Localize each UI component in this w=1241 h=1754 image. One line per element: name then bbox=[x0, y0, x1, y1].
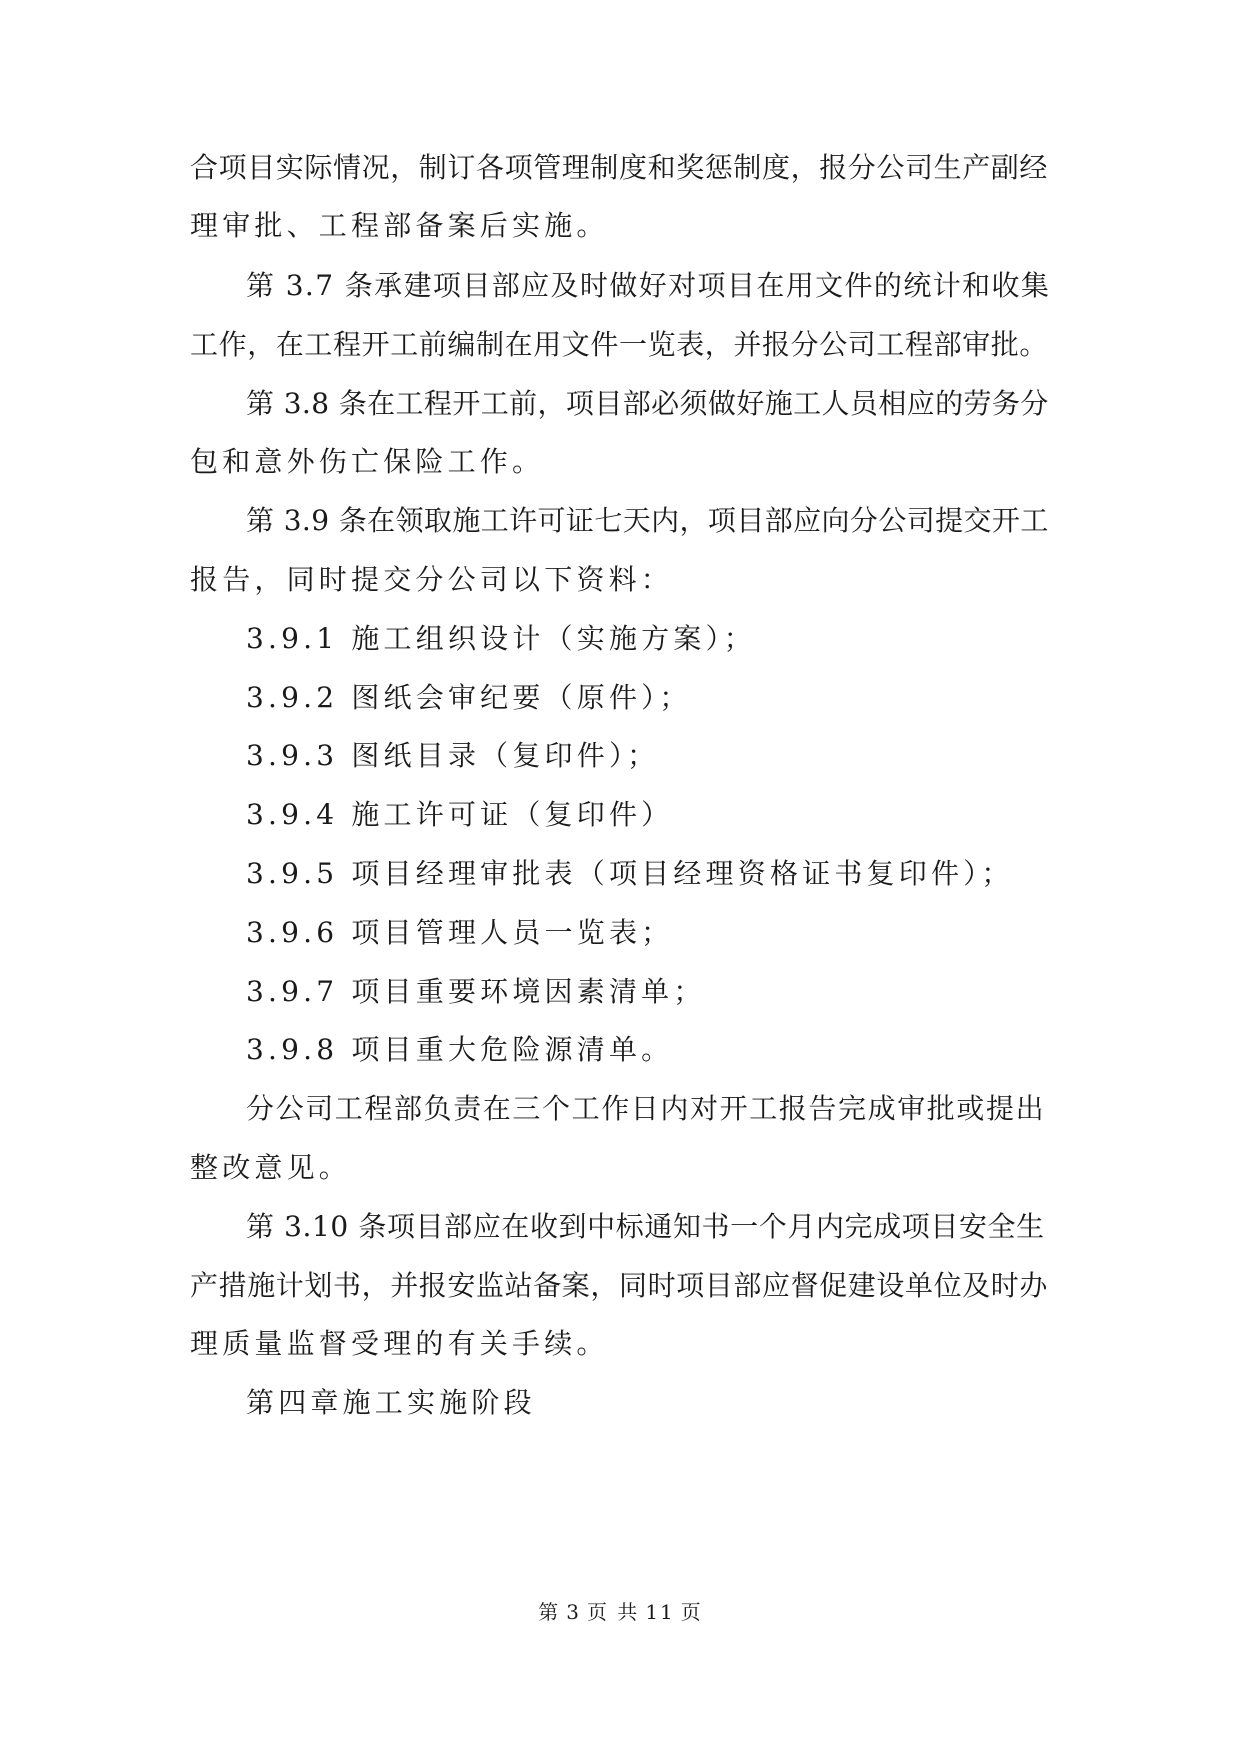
paragraph-line: 第 3.9 条在领取施工许可证七天内，项目部应向分公司提交开工 bbox=[246, 504, 1049, 537]
chapter-heading: 第四章施工实施阶段 bbox=[246, 1386, 536, 1419]
list-item: 3.9.2 图纸会审纪要（原件）； bbox=[246, 681, 692, 714]
paragraph-line: 第 3.8 条在工程开工前，项目部必须做好施工人员相应的劳务分 bbox=[246, 387, 1049, 420]
paragraph-line: 产措施计划书，并报安监站备案，同时项目部应督促建设单位及时办 bbox=[190, 1269, 1049, 1302]
paragraph-line: 理审批、工程部备案后实施。 bbox=[190, 209, 609, 242]
paragraph-line: 报告，同时提交分公司以下资料： bbox=[190, 563, 674, 596]
paragraph-line: 理质量监督受理的有关手续。 bbox=[190, 1327, 609, 1360]
list-item: 3.9.6 项目管理人员一览表； bbox=[246, 916, 674, 949]
list-item: 3.9.7 项目重要环境因素清单； bbox=[246, 975, 706, 1008]
list-item: 3.9.5 项目经理审批表（项目经理资格证书复印件）； bbox=[246, 857, 1014, 890]
paragraph-line: 分公司工程部负责在三个工作日内对开工报告完成审批或提出 bbox=[246, 1092, 1046, 1125]
paragraph-line: 工作，在工程开工前编制在用文件一览表，并报分公司工程部审批。 bbox=[190, 328, 1049, 361]
list-item: 3.9.1 施工组织设计（实施方案）； bbox=[246, 622, 756, 655]
list-item: 3.9.3 图纸目录（复印件）； bbox=[246, 739, 660, 772]
total-pages-number: 11 bbox=[645, 1600, 675, 1624]
paragraph-line: 第 3.7 条承建项目部应及时做好对项目在用文件的统计和收集 bbox=[246, 269, 1051, 302]
footer-suffix: 页 bbox=[680, 1600, 703, 1624]
list-item: 3.9.4 施工许可证（复印件） bbox=[246, 798, 674, 831]
paragraph-line: 第 3.10 条项目部应在收到中标通知书一个月内完成项目安全生 bbox=[246, 1210, 1045, 1243]
footer-mid: 页 共 bbox=[586, 1600, 640, 1624]
list-item: 3.9.8 项目重大危险源清单。 bbox=[246, 1033, 674, 1066]
current-page-number: 3 bbox=[566, 1600, 581, 1624]
paragraph-line: 合项目实际情况，制订各项管理制度和奖惩制度，报分公司生产副经 bbox=[190, 151, 1049, 184]
page-footer bbox=[0, 1596, 1241, 1625]
footer-prefix: 第 bbox=[538, 1600, 561, 1624]
paragraph-line: 包和意外伤亡保险工作。 bbox=[190, 445, 545, 478]
paragraph-line: 整改意见。 bbox=[190, 1151, 352, 1184]
